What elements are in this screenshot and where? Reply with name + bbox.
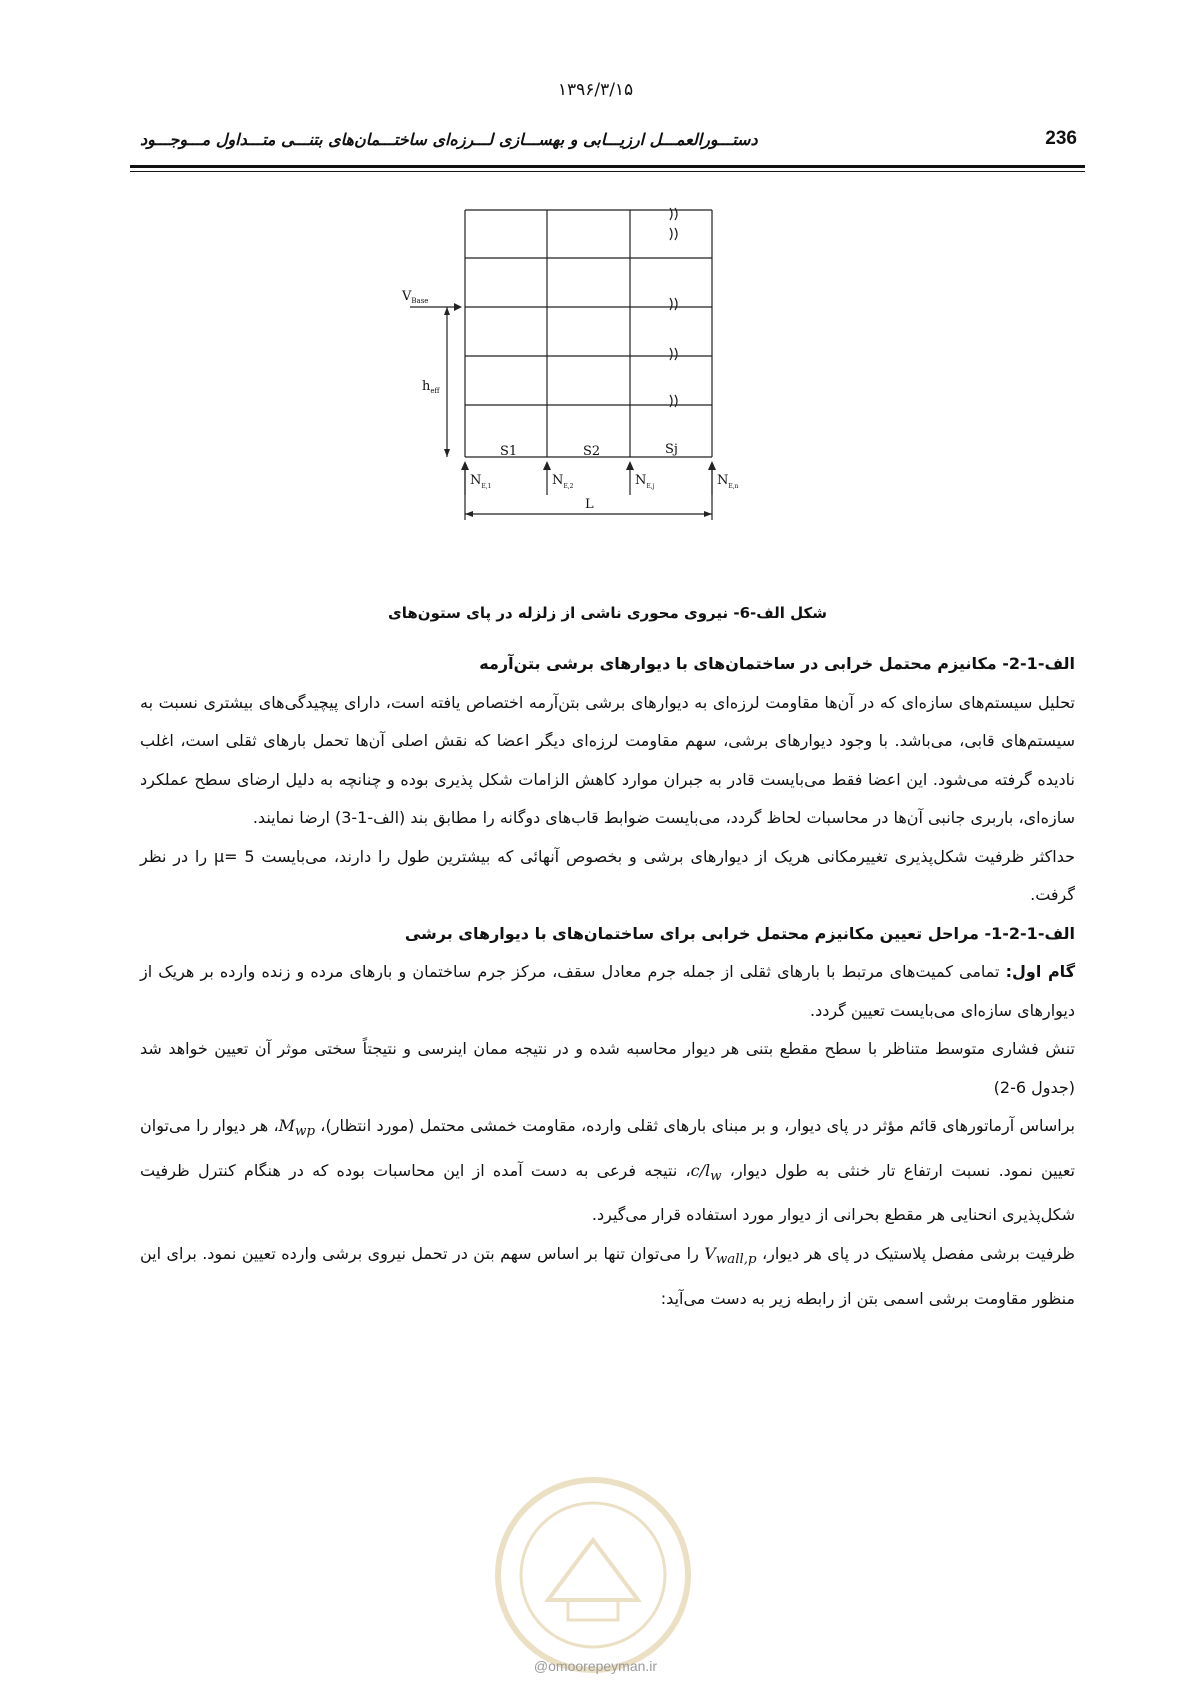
step-label: گام اول: bbox=[1005, 962, 1075, 981]
break-mark bbox=[670, 348, 677, 360]
v-base-arrowhead bbox=[454, 303, 462, 311]
paragraph-moment bbox=[140, 1107, 1075, 1235]
watermark-seal bbox=[488, 1470, 698, 1680]
header-rule-thin bbox=[130, 171, 1085, 172]
bay-label-s2: S2 bbox=[583, 444, 601, 459]
bay-label-s1: S1 bbox=[500, 444, 518, 459]
text-run: را می‌توان تنها بر اساس سهم بتن در تحمل نیروی برشی وارده تعیین نمود. برای این منظور مقاومت برشی اسمی بتن از رابطه زیر به دست می‌آید: bbox=[140, 1243, 1075, 1308]
n-label-n: $N_{E,n}$ bbox=[717, 473, 739, 490]
paragraph-shear bbox=[140, 1235, 1075, 1318]
math-vwall: $V_{wall,p}$ bbox=[704, 1243, 757, 1268]
text-run: ظرفیت برشی مفصل پلاستیک در پای هر دیوار، bbox=[756, 1243, 1075, 1263]
paragraph-step1 bbox=[140, 953, 1075, 1030]
watermark-url: @omoorepeyman.ir bbox=[533, 1658, 658, 1674]
page-number: 236 bbox=[1045, 128, 1077, 149]
header-rule-thick bbox=[130, 165, 1085, 168]
bay-label-sj: Sj bbox=[665, 442, 678, 457]
body-text bbox=[140, 645, 1075, 1318]
frame-figure bbox=[402, 210, 780, 560]
text-run: براساس آرماتورهای قائم مؤثر در پای دیوار، و بر مبنای بارهای ثقلی وارده، مقاومت خمشی محتمل (مورد انتظار)، bbox=[315, 1116, 1075, 1135]
l-label: L bbox=[585, 497, 594, 512]
figure-caption: شکل الف-6- نیروی محوری ناشی از زلزله در پای ستون‌های bbox=[388, 604, 827, 622]
v-base-label: $V_{Base}$ bbox=[402, 289, 429, 305]
section-heading: الف-1-2- مکانیزم محتمل خرابی در ساختمان‌های با دیوارهای برشی بتن‌آرمه bbox=[479, 654, 1075, 673]
h-eff-label: $h_{eff}$ bbox=[422, 379, 440, 395]
text-run: ، هر دیوار را می‌توان تعیین نمود. نسبت ارتفاع تار خنثی به طول دیوار، bbox=[140, 1116, 1076, 1180]
page-header bbox=[130, 128, 1085, 158]
break-mark bbox=[670, 228, 677, 240]
n-label-2: $N_{E,2}$ bbox=[552, 473, 574, 490]
text-run: ، نتیجه فرعی به دست آمده از این محاسبات بوده که در هنگام کنترل ظرفیت شکل‌پذیری انحنایی هر مقطع بحرانی از دیوار مورد استفاده قرار می‌گیرد. bbox=[140, 1160, 1075, 1225]
math-mwp: $M_{wp}$ bbox=[278, 1116, 315, 1140]
page-date: ۱۳۹۶/۳/۱۵ bbox=[557, 80, 634, 100]
n-label-j: $N_{E,j}$ bbox=[635, 473, 655, 490]
step-text: تمامی کمیت‌های مرتبط با بارهای ثقلی از جمله جرم معادل سقف، مرکز جرم ساختمان و بارهای مرده و زنده وارده بر هریک از دیوارهای سازه‌ای می‌بایست تعیین گردد. bbox=[140, 962, 1075, 1020]
running-title: دستـــورالعمـــل ارزیـــابی و بهســـازی لـــرزه‌ای ساختـــمان‌های بتنـــی متـــداول مـــوجـــود bbox=[140, 130, 758, 149]
paragraph: تنش فشاری متوسط متناظر با سطح مقطع بتنی هر دیوار محاسبه شده و در نتیجه ممان اینرسی و نتیجتاً سختی موثر آن تعیین خواهد شد (جدول 6-2) bbox=[140, 1039, 1075, 1097]
subsection-heading: الف-1-2-1- مراحل تعیین مکانیزم محتمل خرابی برای ساختمان‌های با دیوارهای برشی bbox=[404, 923, 1075, 943]
paragraph: تحلیل سیستم‌های سازه‌ای که در آن‌ها مقاومت لرزه‌ای به دیوارهای برشی بتن‌آرمه اختصاص یافته است، دارای پیچیدگی‌های بیشتری نسبت به سیستم‌های قابی، می‌باشد. با وجود دیوارهای برشی، سهم مقاومت لرزه‌ای دیگر اعضا که نقش اصلی آن‌ها تحمل بارهای ثقلی است، اغلب نادیده گرفته می‌شود. این اعضا فقط می‌بایست قادر به جبران موارد کاهش الزامات شکل پذیری بوده و چنانچه به دلیل ارضای سطح عملکرد سازه‌ای، باربری جانبی آن‌ها در محاسبات لحاظ گردد، می‌بایست ضوابط قاب‌های دوگانه را مطابق بند (الف-1-3) ارضا نمایند. bbox=[140, 692, 1075, 827]
break-mark bbox=[670, 298, 677, 310]
n-label-1: $N_{E,1}$ bbox=[470, 473, 492, 490]
math-clw: $c/l_w$ bbox=[690, 1160, 722, 1184]
paragraph: حداکثر ظرفیت شکل‌پذیری تغییرمکانی هریک از دیوارهای برشی و بخصوص آنهائی که بیشترین طول را دارند، می‌بایست μ= 5 را در نظر گرفت. bbox=[140, 846, 1076, 904]
